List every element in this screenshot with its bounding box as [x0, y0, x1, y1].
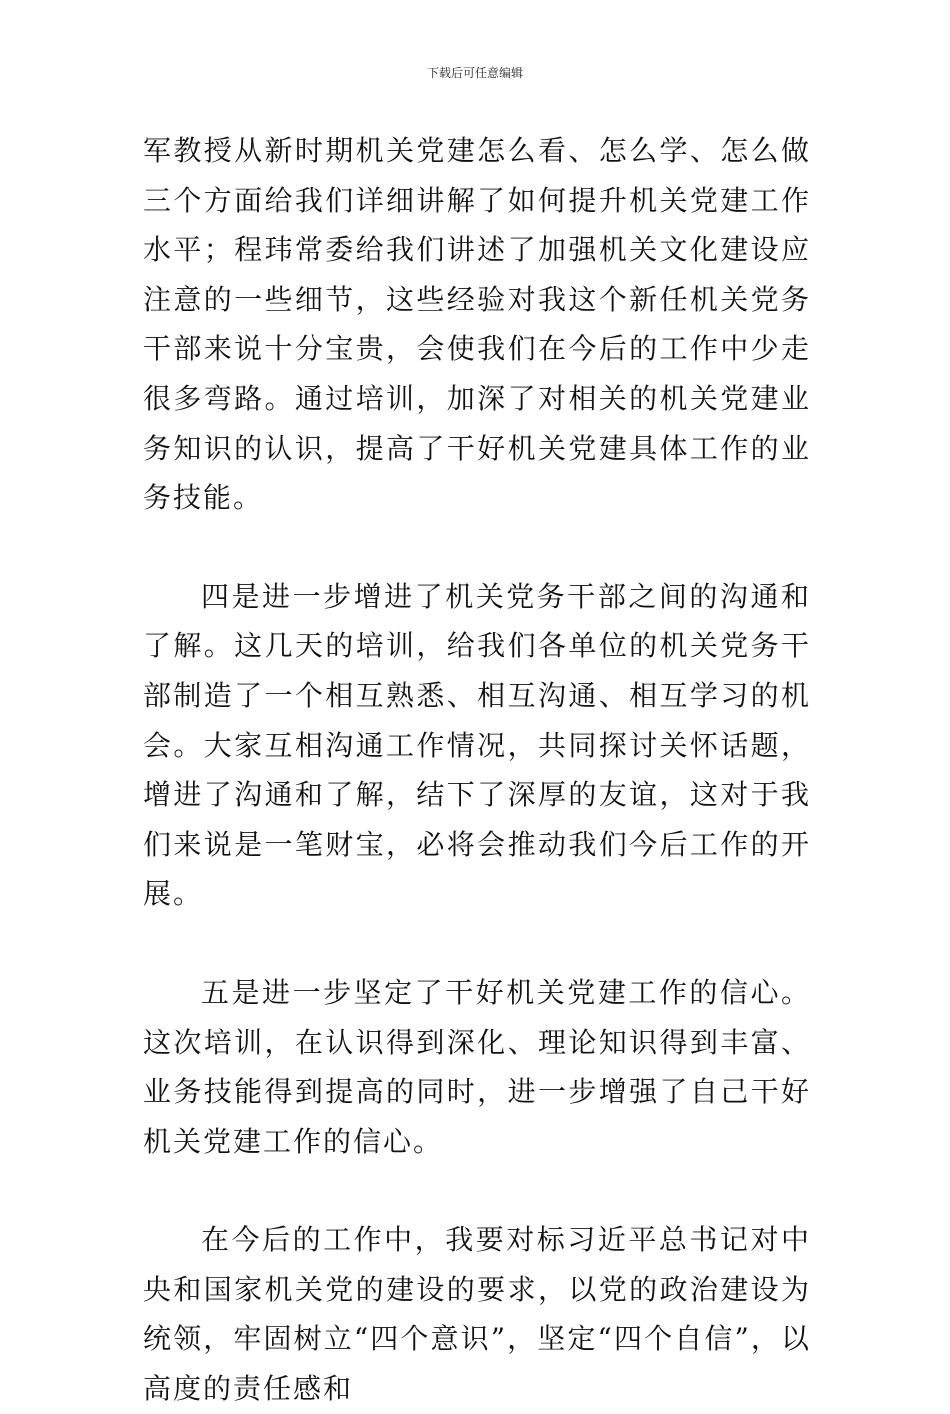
paragraph-1: 军教授从新时期机关党建怎么看、怎么学、怎么做三个方面给我们详细讲解了如何提升机关党建工作水平；程玮常委给我们讲述了加强机关文化建设应注意的一些细节，这些经验对我这个新任机关党务干部来说十分宝贵，会使我们在今后的工作中少走很多弯路。通过培训，加深了对相关的机关党建业务知识的认识，提高了干好机关党建具体工作的业务技能。 — [143, 134, 811, 515]
paragraph-2: 四是进一步增进了机关党务干部之间的沟通和了解。这几天的培训，给我们各单位的机关党务干部制造了一个相互熟悉、相互沟通、相互学习的机会。大家互相沟通工作情况，共同探讨关怀话题，增进了沟通和了解，结下了深厚的友谊，这对于我们来说是一笔财宝，必将会推动我们今后工作的开展。 — [143, 579, 811, 911]
paragraph-3: 五是进一步坚定了干好机关党建工作的信心。这次培训，在认识得到深化、理论知识得到丰富、业务技能得到提高的同时，进一步增强了自己干好机关党建工作的信心。 — [143, 975, 811, 1158]
document-body — [143, 126, 811, 1414]
page-header-note: 下载后可任意编辑 — [426, 66, 523, 80]
paragraph-4: 在今后的工作中，我要对标习近平总书记对中央和国家机关党的建设的要求，以党的政治建设为统领，牢固树立“四个意识”，坚定“四个自信”，以高度的责任感和 — [143, 1223, 811, 1406]
